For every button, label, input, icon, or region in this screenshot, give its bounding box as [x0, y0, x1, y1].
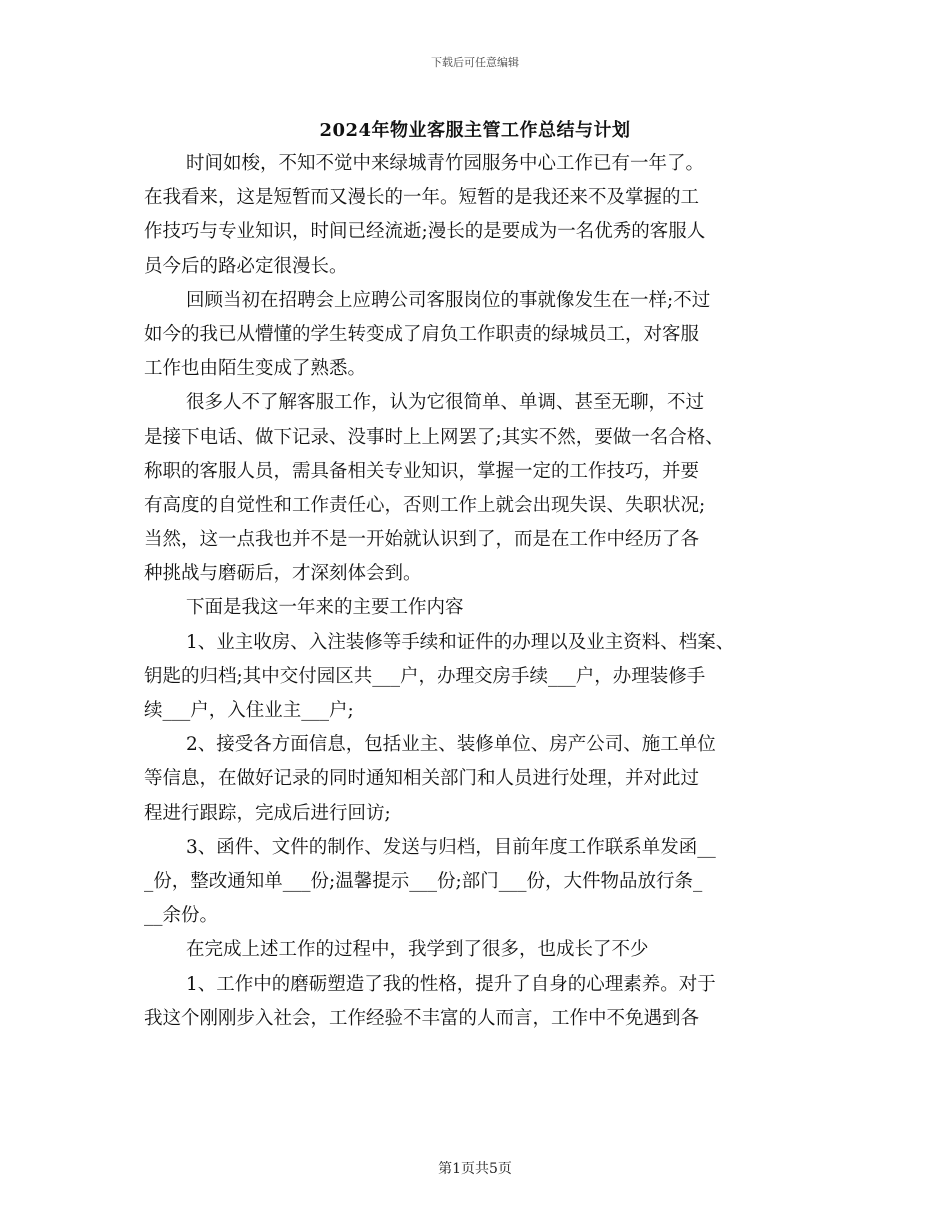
page-header: 下载后可任意编辑 — [431, 56, 519, 69]
text-line: 程进行跟踪，完成后进行回访; — [144, 802, 391, 824]
text-line: 在我看来，这是短暂而又漫长的一年。短暂的是我还来不及掌握的工 — [144, 187, 700, 209]
text-line: 很多人不了解客服工作，认为它很简单、单调、甚至无聊，不过 — [186, 392, 705, 414]
text-line: 续___户，入住业主___户; — [144, 700, 354, 721]
text-line: 3、函件、文件的制作、发送与归档，目前年度工作联系单发函__ — [186, 836, 716, 858]
text-line: 称职的客服人员，需具备相关专业知识，掌握一定的工作技巧，并要 — [144, 460, 700, 482]
document-title: 2024年物业客服主管工作总结与计划 — [319, 120, 631, 141]
text-line: 1、工作中的磨砺塑造了我的性格，提升了自身的心理素养。对于 — [186, 973, 716, 995]
text-line: 等信息，在做好记录的同时通知相关部门和人员进行处理，并对此过 — [144, 768, 700, 790]
text-line: 员今后的路必定很漫长。 — [144, 255, 348, 277]
document-body — [144, 147, 809, 1036]
text-line: 如今的我已从懵懂的学生转变成了肩负工作职责的绿城员工，对客服 — [144, 323, 700, 345]
text-line: 种挑战与磨砺后，才深刻体会到。 — [144, 563, 422, 585]
text-line: 下面是我这一年来的主要工作内容 — [186, 597, 464, 619]
text-line: __余份。 — [144, 905, 219, 927]
text-line: 工作也由陌生变成了熟悉。 — [144, 358, 367, 380]
text-line: 我这个刚刚步入社会，工作经验不丰富的人而言，工作中不免遇到各 — [144, 1007, 700, 1029]
text-line: 1、业主收房、入注装修等手续和证件的办理以及业主资料、档案、 — [186, 631, 735, 653]
text-line: 在完成上述工作的过程中，我学到了很多，也成长了不少 — [186, 939, 649, 961]
text-line: 有高度的自觉性和工作责任心，否则工作上就会出现失误、失职状况; — [144, 494, 706, 516]
text-line: 2、接受各方面信息，包括业主、装修单位、房产公司、施工单位 — [186, 734, 716, 756]
text-line: 是接下电话、做下记录、没事时上上网罢了;其实不然，要做一名合格、 — [144, 426, 724, 448]
text-line: _份，整改通知单___份;温馨提示___份;部门___份，大件物品放行条_ — [144, 870, 703, 892]
text-line: 回顾当初在招聘会上应聘公司客服岗位的事就像发生在一样;不过 — [186, 289, 711, 311]
page-number-footer: 第1页共5页 — [438, 1161, 512, 1177]
text-line: 时间如梭，不知不觉中来绿城青竹园服务中心工作已有一年了。 — [186, 153, 705, 174]
text-line: 当然，这一点我也并不是一开始就认识到了，而是在工作中经历了各 — [144, 529, 700, 551]
text-line: 钥匙的归档;其中交付园区共___户，办理交房手续___户，办理装修手 — [144, 665, 706, 687]
text-line: 作技巧与专业知识，时间已经流逝;漫长的是要成为一名优秀的客服人 — [144, 221, 706, 243]
